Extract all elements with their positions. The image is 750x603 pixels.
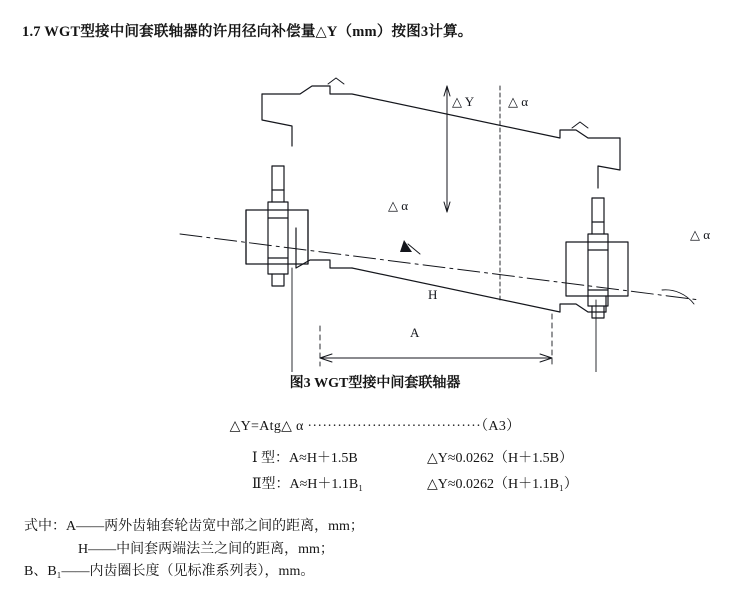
formula-row-left: Ⅱ型：A≈H＋1.1B₁ — [252, 477, 364, 492]
note-line-a: 式中：A——两外齿轴套轮齿宽中部之间的距离，mm； — [24, 519, 364, 534]
label-dim-h: H — [428, 287, 438, 302]
notes-block — [24, 516, 724, 584]
formula-block — [0, 415, 750, 499]
label-delta-alpha-mid: △ α — [388, 198, 409, 213]
formula-row-left: Ⅰ 型：A≈H＋1.5B — [252, 451, 358, 466]
section-heading: 1.7 WGT型接中间套联轴器的许用径向补偿量△Y（mm）按图3计算。 — [22, 24, 473, 40]
figure-drawing — [0, 62, 750, 372]
formula-row — [252, 473, 750, 493]
formula-row-right: △Y≈0.0262（H＋1.5B） — [427, 451, 574, 466]
coupling-diagram-svg — [0, 62, 750, 372]
formula-rows — [0, 447, 750, 493]
label-dim-a: A — [410, 325, 420, 340]
label-delta-alpha-right: △ α — [690, 227, 711, 242]
label-delta-y: △ Y — [452, 94, 475, 109]
label-delta-alpha-top: △ α — [508, 94, 529, 109]
figure-caption: 图3 WGT型接中间套联轴器 — [289, 376, 461, 391]
note-line-h: H——中间套两端法兰之间的距离，mm； — [78, 541, 334, 557]
formula-a3: △Y=Atg△ α ···································（A3） — [229, 419, 521, 434]
note-line-b: B、B₁——内齿圈长度（见标准系列表），mm。 — [24, 564, 315, 580]
formula-row — [252, 447, 750, 467]
formula-row-right: △Y≈0.0262（H＋1.1B₁） — [427, 477, 578, 492]
